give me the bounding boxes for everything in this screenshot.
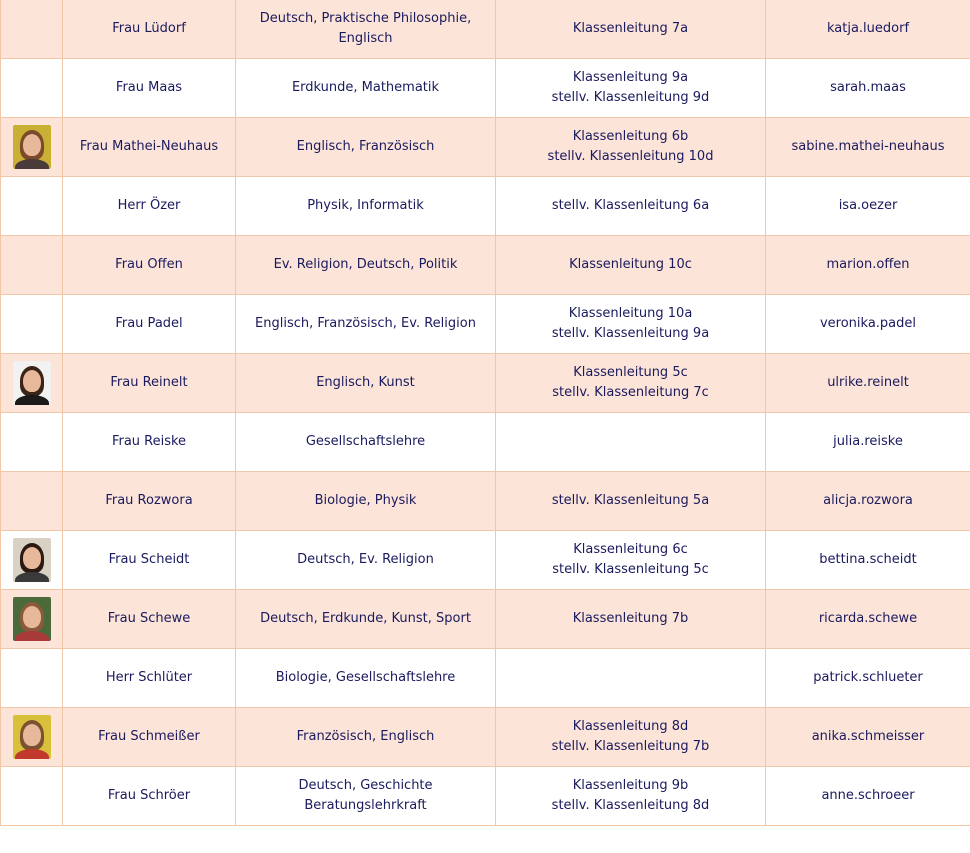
teacher-subjects [236, 413, 496, 472]
subject-line: Englisch [338, 31, 393, 46]
role-line: stellv. Klassenleitung 9d [551, 90, 710, 105]
table-row [1, 413, 970, 472]
teacher-email[interactable]: julia.reiske [766, 413, 970, 472]
teacher-email[interactable]: anne.schroeer [766, 767, 970, 826]
teacher-email[interactable]: veronika.padel [766, 295, 970, 354]
photo-cell [1, 0, 63, 59]
teacher-roles [496, 59, 766, 118]
table-row [1, 472, 970, 531]
role-line: Klassenleitung 7b [572, 611, 689, 626]
teacher-subjects [236, 590, 496, 649]
role-line: stellv. Klassenleitung 7b [551, 739, 710, 754]
teacher-name: Frau Schewe [63, 590, 236, 649]
teacher-photo [13, 597, 51, 641]
teacher-subjects [236, 708, 496, 767]
teacher-name: Frau Mathei-Neuhaus [63, 118, 236, 177]
teacher-email[interactable]: anika.schmeisser [766, 708, 970, 767]
role-line: stellv. Klassenleitung 7c [552, 385, 709, 400]
teacher-email[interactable]: katja.luedorf [766, 0, 970, 59]
photo-cell [1, 472, 63, 531]
table-row [1, 0, 970, 59]
teacher-name: Frau Schröer [63, 767, 236, 826]
teacher-email[interactable]: ulrike.reinelt [766, 354, 970, 413]
subject-line: Biologie, Physik [314, 493, 417, 508]
teacher-roles [496, 767, 766, 826]
table-row [1, 295, 970, 354]
photo-cell [1, 118, 63, 177]
photo-cell [1, 708, 63, 767]
subject-line: Deutsch, Ev. Religion [297, 552, 434, 567]
teacher-subjects [236, 59, 496, 118]
role-line: Klassenleitung 10a [568, 306, 693, 321]
table-row [1, 531, 970, 590]
teacher-roles [496, 590, 766, 649]
role-line: Klassenleitung 8d [572, 719, 689, 734]
teacher-roles [496, 531, 766, 590]
teacher-email[interactable]: marion.offen [766, 236, 970, 295]
teacher-name: Frau Scheidt [63, 531, 236, 590]
teacher-name: Frau Padel [63, 295, 236, 354]
teacher-name: Frau Lüdorf [63, 0, 236, 59]
teacher-subjects [236, 295, 496, 354]
teacher-email[interactable]: isa.oezer [766, 177, 970, 236]
teacher-subjects [236, 236, 496, 295]
table-row [1, 354, 970, 413]
teacher-photo [13, 715, 51, 759]
subject-line: Deutsch, Geschichte [298, 778, 433, 793]
table-row [1, 767, 970, 826]
role-line: Klassenleitung 6b [572, 129, 689, 144]
photo-cell [1, 295, 63, 354]
subject-line: Englisch, Französisch [296, 139, 435, 154]
photo-cell [1, 59, 63, 118]
teacher-photo [13, 538, 51, 582]
teacher-subjects [236, 649, 496, 708]
teacher-subjects [236, 0, 496, 59]
subject-line: Englisch, Kunst [316, 375, 415, 390]
role-line: Klassenleitung 9b [572, 778, 689, 793]
table-row [1, 59, 970, 118]
teacher-name: Frau Schmeißer [63, 708, 236, 767]
subject-line: Ev. Religion, Deutsch, Politik [273, 257, 458, 272]
role-line: stellv. Klassenleitung 5a [551, 493, 710, 508]
photo-cell [1, 236, 63, 295]
role-line: Klassenleitung 5c [573, 365, 688, 380]
teacher-roles [496, 413, 766, 472]
teacher-subjects [236, 118, 496, 177]
photo-cell [1, 354, 63, 413]
teacher-photo [13, 361, 51, 405]
teacher-name: Frau Offen [63, 236, 236, 295]
teacher-roles [496, 118, 766, 177]
subject-line: Beratungslehrkraft [304, 798, 427, 813]
role-line: Klassenleitung 6c [573, 542, 688, 557]
subject-line: Gesellschaftslehre [305, 434, 426, 449]
subject-line: Biologie, Gesellschaftslehre [275, 670, 456, 685]
role-line: stellv. Klassenleitung 8d [551, 798, 710, 813]
teacher-name: Frau Maas [63, 59, 236, 118]
teacher-roles [496, 295, 766, 354]
role-line: Klassenleitung 9a [572, 70, 689, 85]
teacher-roles [496, 236, 766, 295]
role-line: stellv. Klassenleitung 6a [551, 198, 710, 213]
photo-cell [1, 531, 63, 590]
staff-table-body [1, 0, 970, 826]
role-line: Klassenleitung 10c [569, 257, 692, 272]
subject-line: Erdkunde, Mathematik [291, 80, 440, 95]
teacher-roles [496, 472, 766, 531]
subject-line: Physik, Informatik [307, 198, 424, 213]
teacher-subjects [236, 767, 496, 826]
teacher-name: Frau Reinelt [63, 354, 236, 413]
photo-cell [1, 177, 63, 236]
subject-line: Französisch, Englisch [296, 729, 435, 744]
table-row [1, 177, 970, 236]
teacher-subjects [236, 177, 496, 236]
teacher-name: Frau Rozwora [63, 472, 236, 531]
teacher-roles [496, 0, 766, 59]
table-row [1, 649, 970, 708]
teacher-email[interactable]: sarah.maas [766, 59, 970, 118]
role-line: Klassenleitung 7a [572, 21, 689, 36]
table-row [1, 118, 970, 177]
photo-cell [1, 413, 63, 472]
teacher-email[interactable]: patrick.schlueter [766, 649, 970, 708]
teacher-name: Herr Özer [63, 177, 236, 236]
teacher-roles [496, 354, 766, 413]
teacher-photo [13, 125, 51, 169]
teacher-email[interactable]: ricarda.schewe [766, 590, 970, 649]
subject-line: Deutsch, Praktische Philosophie, [259, 11, 472, 26]
teacher-roles [496, 708, 766, 767]
table-row [1, 236, 970, 295]
photo-cell [1, 767, 63, 826]
role-line: stellv. Klassenleitung 10d [547, 149, 714, 164]
teacher-email[interactable]: sabine.mathei-neuhaus [766, 118, 970, 177]
teacher-roles [496, 649, 766, 708]
teacher-name: Herr Schlüter [63, 649, 236, 708]
subject-line: Englisch, Französisch, Ev. Religion [255, 316, 476, 331]
photo-cell [1, 649, 63, 708]
teacher-roles [496, 177, 766, 236]
teacher-subjects [236, 531, 496, 590]
role-line: stellv. Klassenleitung 9a [551, 326, 710, 341]
table-row [1, 708, 970, 767]
table-row [1, 590, 970, 649]
role-line: stellv. Klassenleitung 5c [552, 562, 709, 577]
subject-line: Deutsch, Erdkunde, Kunst, Sport [260, 611, 471, 626]
teacher-email[interactable]: alicja.rozwora [766, 472, 970, 531]
teacher-email[interactable]: bettina.scheidt [766, 531, 970, 590]
teacher-subjects [236, 472, 496, 531]
teacher-subjects [236, 354, 496, 413]
teacher-name: Frau Reiske [63, 413, 236, 472]
photo-cell [1, 590, 63, 649]
